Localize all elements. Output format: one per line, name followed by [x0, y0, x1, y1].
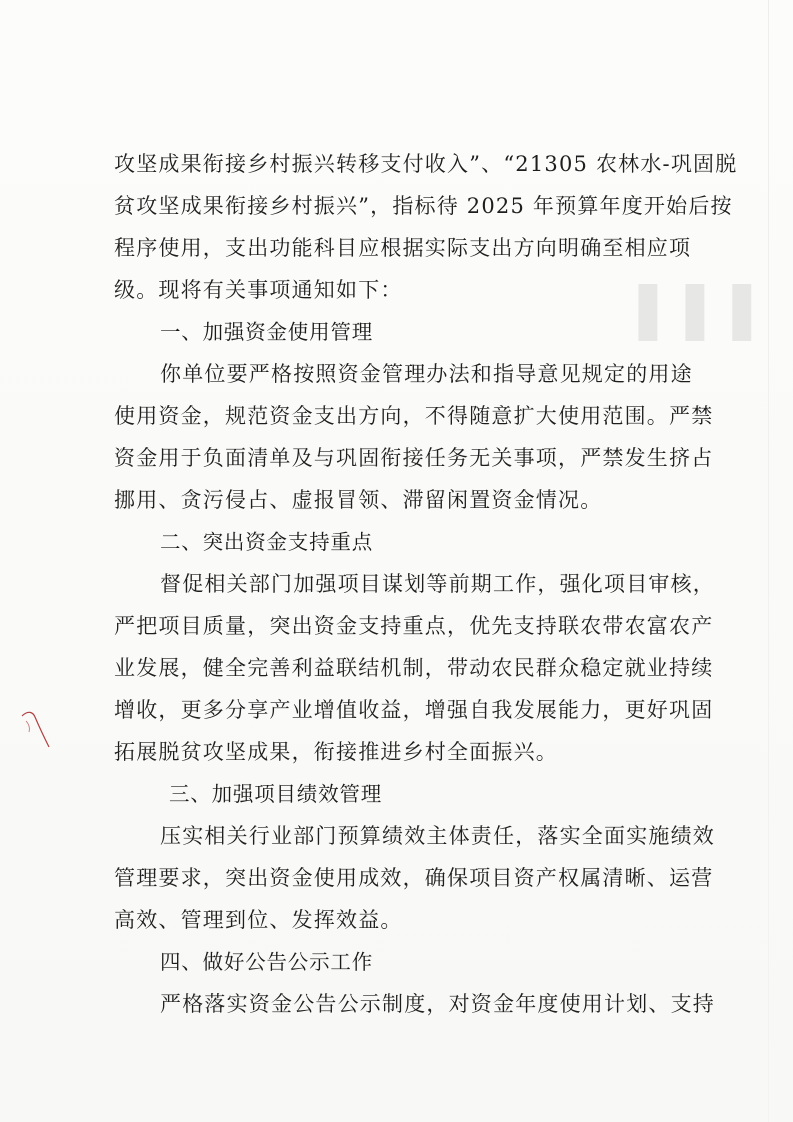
section-1-line-3: 资金用于负面清单及与巩固衔接任务无关事项，严禁发生挤占	[114, 446, 714, 470]
section-2-heading: 二、突出资金支持重点	[160, 530, 373, 554]
section-4-line-1: 严格落实资金公告公示制度，对资金年度使用计划、支持	[160, 992, 715, 1016]
section-1-line-1: 你单位要严格按照资金管理办法和指导意见规定的用途	[160, 362, 693, 386]
intro-line-3: 程序使用，支出功能科目应根据实际支出方向明确至相应项	[114, 236, 692, 260]
section-3-heading: 三、加强项目绩效管理	[169, 782, 382, 806]
section-1-line-4: 挪用、贪污侵占、虚报冒领、滞留闲置资金情况。	[114, 488, 603, 512]
section-4-heading: 四、做好公告公示工作	[160, 950, 373, 974]
intro-line-1: 攻坚成果衔接乡村振兴转移支付收入”、“21305 农林水-巩固脱	[114, 152, 738, 176]
intro-line-4: 级。现将有关事项通知如下：	[114, 278, 403, 302]
page-edge-shadow	[768, 0, 769, 1122]
section-2-line-2: 严把项目质量，突出资金支持重点，优先支持联农带农富农产	[114, 614, 714, 638]
section-1-line-2: 使用资金，规范资金支出方向，不得随意扩大使用范围。严禁	[114, 404, 714, 428]
show-through-marks: ▌▌▌	[610, 285, 751, 341]
section-2-line-3: 业发展，健全完善利益联结机制，带动农民群众稳定就业持续	[114, 656, 714, 680]
section-1-heading: 一、加强资金使用管理	[160, 320, 373, 344]
section-3-line-3: 高效、管理到位、发挥效益。	[114, 908, 403, 932]
section-2-line-4: 增收，更多分享产业增值收益，增强自我发展能力，更好巩固	[114, 698, 714, 722]
pen-mark-scribble	[18, 702, 54, 758]
section-2-line-1: 督促相关部门加强项目谋划等前期工作，强化项目审核，	[160, 572, 715, 596]
intro-line-2: 贫攻坚成果衔接乡村振兴”，指标待 2025 年预算年度开始后按	[114, 194, 733, 218]
section-3-line-1: 压实相关行业部门预算绩效主体责任，落实全面实施绩效	[160, 824, 715, 848]
section-3-line-2: 管理要求，突出资金使用成效，确保项目资产权属清晰、运营	[114, 866, 714, 890]
section-2-line-5: 拓展脱贫攻坚成果，衔接推进乡村全面振兴。	[114, 740, 558, 764]
